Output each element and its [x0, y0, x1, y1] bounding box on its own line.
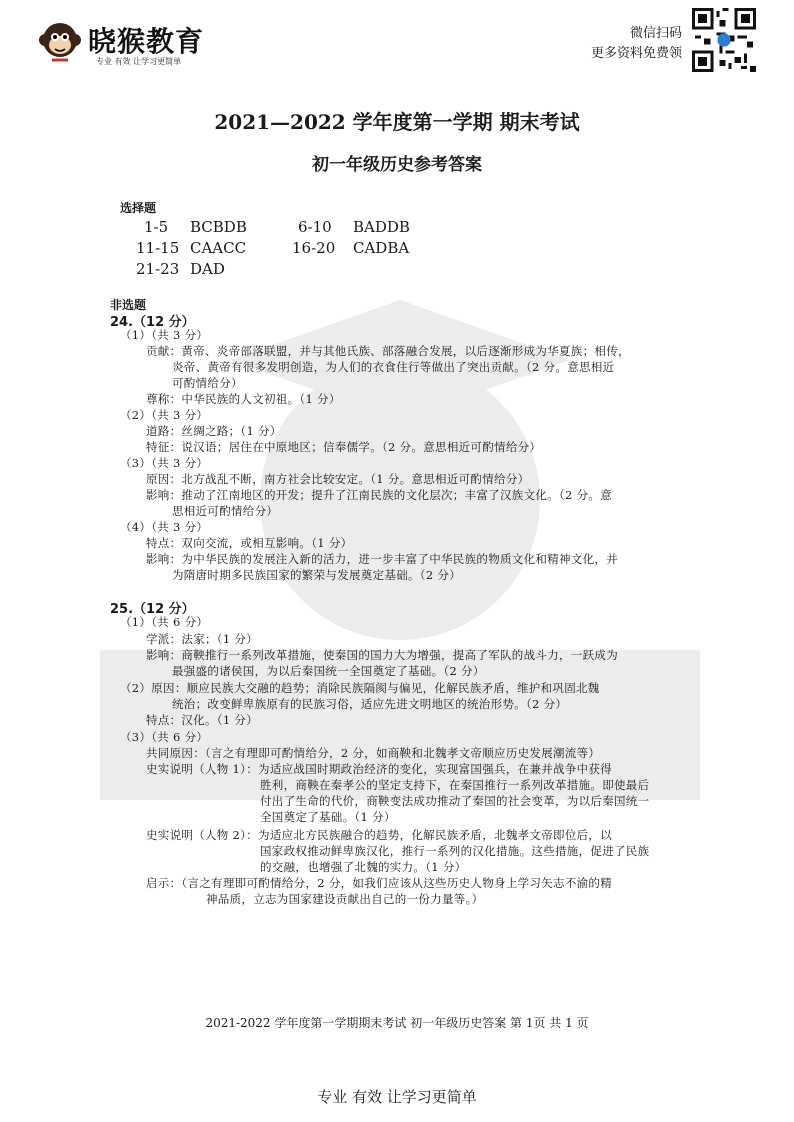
q25-line: （1）（共 6 分） — [120, 615, 209, 629]
q25-line: 最强盛的诸侯国，为以后秦国统一全国奠定了基础。（2 分） — [172, 664, 485, 678]
q24-line: 贡献：黄帝、炎帝部落联盟，并与其他氏族、部落融合发展，以后逐渐形成为华夏族；相传， — [146, 344, 630, 358]
q24-line: 炎帝、黄帝有很多发明创造，为人们的衣食住行等做出了突出贡献。（2 分。意思相近 — [172, 360, 615, 374]
qr-code-icon — [692, 8, 756, 72]
choice-range: 11-15 — [136, 239, 180, 257]
q24-line: （1）（共 3 分） — [120, 328, 209, 342]
q25-line: 付出了生命的代价，商鞅变法成功推动了秦国的社会变革，为以后秦国统一 — [260, 794, 650, 808]
q24-line: 特征：说汉语；居住在中原地区；信奉儒学。（2 分。意思相近可酌情给分） — [146, 440, 542, 454]
choice-answers: DAD — [190, 260, 225, 278]
choice-answers: CADBA — [353, 239, 410, 257]
question-24-head: 24.（12 分） — [110, 315, 195, 330]
choice-range: 16-20 — [292, 239, 336, 257]
choice-range: 6-10 — [298, 218, 332, 236]
q24-line: （4）（共 3 分） — [120, 520, 209, 534]
q25-line: 统治；改变鲜卑族原有的民族习俗，适应先进文明地区的统治形势。（2 分） — [172, 697, 568, 711]
q25-line: 胜利，商鞅在秦孝公的坚定支持下，在秦国推行一系列改革措施。即使最后 — [260, 778, 650, 792]
scan-line2: 更多资料免费领 — [590, 46, 682, 61]
scan-line1: 微信扫码 — [629, 26, 682, 41]
q25-line: （3）（共 6 分） — [120, 730, 209, 744]
q24-line: 思相近可酌情给分） — [172, 504, 279, 518]
bottom-slogan: 专业 有效 让学习更简单 — [317, 1088, 477, 1106]
q25-line: 学派：法家；（1 分） — [146, 632, 259, 646]
q25-line: 的交融，也增强了北魏的实力。（1 分） — [260, 860, 467, 874]
q25-line: 神品质，立志为国家建设贡献出自己的一份力量等。） — [206, 892, 484, 906]
q25-line: （2）原因：顺应民族大交融的趋势；消除民族隔阂与偏见，化解民族矛盾，维护和巩固北魏 — [120, 681, 600, 695]
q24-line: 可酌情给分） — [172, 376, 243, 390]
choice-answers: BADDB — [353, 218, 410, 236]
q25-line: 影响：商鞅推行一系列改革措施，使秦国的国力大为增强，提高了军队的战斗力，一跃成为 — [146, 648, 618, 662]
choice-answers: CAACC — [190, 239, 247, 257]
choice-answers: BCBDB — [190, 218, 247, 236]
page-footer: 2021-2022 学年度第一学期期末考试 初一年级历史答案 第 1页 共 1 页 — [205, 1016, 589, 1030]
q24-line: （2）（共 3 分） — [120, 408, 209, 422]
q24-line: 特点：双向交流，或相互影响。（1 分） — [146, 536, 353, 550]
page-title: 2021—2022 学年度第一学期 期末考试 — [214, 110, 580, 134]
q25-line: 史实说明（人物 2）：为适应北方民族融合的趋势，化解民族矛盾，北魏孝文帝即位后，以 — [146, 828, 613, 842]
q25-line: 国家政权推动鲜卑族汉化，推行一系列的汉化措施。这些措施，促进了民族 — [260, 844, 650, 858]
choice-label: 选择题 — [120, 201, 157, 215]
q25-line: 特点：汉化。（1 分） — [146, 713, 259, 727]
nonchoice-label: 非选题 — [110, 298, 147, 312]
page-subtitle: 初一年级历史参考答案 — [312, 155, 482, 175]
q25-line: 共同原因：（言之有理即可酌情给分，2 分，如商鞅和北魏孝文帝顺应历史发展潮流等） — [146, 746, 601, 760]
q25-line: 全国奠定了基础。（1 分） — [260, 810, 396, 824]
q24-line: 影响：推动了江南地区的开发；提升了江南民族的文化层次；丰富了汉族文化。（2 分。意 — [146, 488, 613, 502]
q24-line: 道路：丝绸之路；（1 分） — [146, 424, 282, 438]
q24-line: 影响：为中华民族的发展注入新的活力，进一步丰富了中华民族的物质文化和精神文化，并 — [146, 552, 618, 566]
q24-line: 为隋唐时期多民族国家的繁荣与发展奠定基础。（2 分） — [172, 568, 462, 582]
choice-range: 21-23 — [136, 260, 180, 278]
brand-logo — [36, 18, 206, 66]
q24-line: 尊称：中华民族的人文初祖。（1 分） — [146, 392, 341, 406]
q24-line: （3）（共 3 分） — [120, 456, 209, 470]
brand-name: 晓猴教育 — [88, 25, 205, 58]
monkey-icon — [36, 18, 84, 64]
q25-line: 史实说明（人物 1）：为适应战国时期政治经济的变化，实现富国强兵，在兼并战争中获得 — [146, 762, 613, 776]
choice-range: 1-5 — [144, 218, 169, 236]
q24-line: 原因：北方战乱不断，南方社会比较安定。（1 分。意思相近可酌情给分） — [146, 472, 530, 486]
brand-slogan: 专业 有效 让学习更简单 — [96, 57, 182, 66]
scan-prompt — [591, 24, 682, 64]
question-25-head: 25.（12 分） — [110, 602, 195, 617]
q25-line: 启示：（言之有理即可酌情给分，2 分，如我们应该从这些历史人物身上学习矢志不渝的精 — [146, 876, 613, 890]
